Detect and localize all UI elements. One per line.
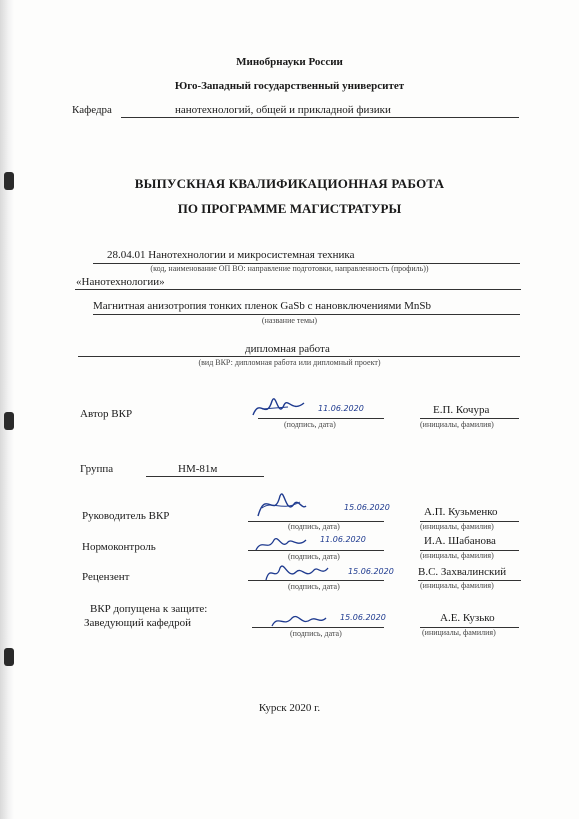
group-value: НМ-81м (178, 463, 218, 475)
author-name-line (420, 418, 519, 419)
supervisor-signature (252, 486, 308, 524)
topic-underline (93, 314, 520, 315)
reviewer-label: Рецензент (82, 571, 130, 583)
supervisor-sign-date: 15.06.2020 (344, 503, 390, 512)
normcontrol-name-caption: (инициалы, фамилия) (420, 551, 494, 560)
author-sign-date: 11.06.2020 (318, 404, 364, 413)
admission-label: ВКР допущена к защите: (90, 603, 208, 615)
head-name-caption: (инициалы, фамилия) (422, 628, 496, 637)
group-underline (146, 476, 264, 477)
work-type-underline (78, 356, 520, 357)
department-name: нанотехнологий, общей и прикладной физики (175, 104, 391, 116)
program-caption: (код, наименование ОП ВО: направление подготовки, направленность (профиль)) (150, 264, 429, 273)
normcontrol-name: И.А. Шабанова (424, 535, 496, 547)
head-name: А.Е. Кузько (440, 612, 495, 624)
head-sign-date: 15.06.2020 (340, 613, 386, 622)
head-of-department-label: Заведующий кафедрой (84, 617, 191, 629)
ministry-name: Минобрнауки России (236, 56, 343, 68)
department-label: Кафедра (72, 104, 112, 116)
document-subtitle: ПО ПРОГРАММЕ МАГИСТРАТУРЫ (177, 201, 402, 216)
author-label: Автор ВКР (80, 408, 133, 420)
supervisor-name: А.П. Кузьменко (424, 506, 498, 518)
program-code-name: 28.04.01 Нанотехнологии и микросистемная техника (107, 249, 355, 261)
work-type-caption: (вид ВКР: дипломная работа или дипломный проект) (198, 358, 381, 367)
normcontrol-label: Нормоконтроль (82, 541, 156, 553)
author-sign-caption: (подпись, дата) (284, 420, 336, 429)
normcontrol-sign-caption: (подпись, дата) (288, 552, 340, 561)
city-year: Курск 2020 г. (258, 702, 321, 714)
topic-caption: (название темы) (261, 316, 318, 325)
author-name: Е.П. Кочура (433, 404, 490, 416)
reviewer-sign-caption: (подпись, дата) (288, 582, 340, 591)
supervisor-sign-caption: (подпись, дата) (288, 522, 340, 531)
thesis-topic: Магнитная анизотропия тонких пленок GaSb с нановключениями MnSb (93, 300, 431, 312)
reviewer-name: В.С. Захвалинский (418, 566, 507, 578)
group-label: Группа (80, 463, 114, 475)
supervisor-label: Руководитель ВКР (82, 510, 170, 522)
normcontrol-sign-date: 11.06.2020 (320, 535, 366, 544)
author-name-caption: (инициалы, фамилия) (420, 420, 494, 429)
profile-underline (75, 289, 521, 290)
department-underline (121, 117, 519, 118)
binder-hole (4, 412, 14, 430)
reviewer-name-caption: (инициалы, фамилия) (420, 581, 494, 590)
reviewer-sign-date: 15.06.2020 (348, 567, 394, 576)
program-profile: «Нанотехнологии» (76, 276, 165, 288)
binder-hole (4, 648, 14, 666)
work-type: дипломная работа (245, 343, 330, 355)
university-name: Юго-Западный государственный университет (174, 80, 405, 92)
head-sign-caption: (подпись, дата) (290, 629, 342, 638)
supervisor-name-caption: (инициалы, фамилия) (420, 522, 494, 531)
document-title: ВЫПУСКНАЯ КВАЛИФИКАЦИОННАЯ РАБОТА (134, 176, 445, 191)
binding-edge (0, 0, 14, 819)
